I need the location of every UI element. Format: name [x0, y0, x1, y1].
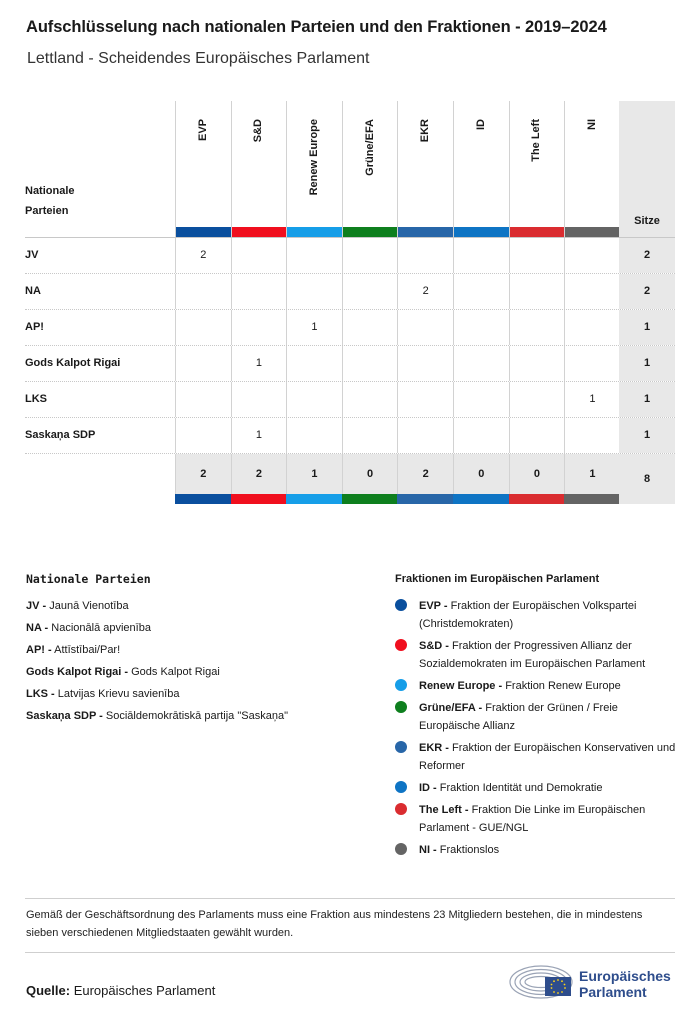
group-color-bar: [175, 494, 231, 504]
group-abbreviation: EVP -: [419, 600, 448, 612]
national-legend-item: [26, 664, 288, 686]
seat-cell: [342, 418, 398, 453]
european-parliament-logo: [509, 961, 679, 1003]
seat-cell: [509, 238, 565, 273]
group-legend-item: [395, 677, 680, 695]
row-total: 1: [619, 418, 675, 453]
table-row: [25, 309, 675, 345]
group-color-bar: [287, 227, 343, 237]
national-legend: [26, 598, 288, 730]
national-legend-item: [26, 686, 288, 708]
logo-line-2: Parlament: [579, 984, 647, 1000]
group-legend-item: [395, 637, 680, 673]
group-total: 2: [175, 454, 231, 494]
seat-cell: 2: [175, 238, 231, 273]
seat-table: [25, 101, 675, 504]
seat-cell: [175, 310, 231, 345]
group-color-bar: [231, 494, 287, 504]
seat-cell: 1: [286, 310, 342, 345]
group-color-bar: [454, 227, 510, 237]
party-full-name: Jaunā Vienotība: [49, 600, 129, 612]
group-abbreviation: NI -: [419, 844, 437, 856]
party-abbreviation: Saskaņa SDP -: [26, 710, 103, 722]
group-color-bar: [565, 227, 621, 237]
group-column-header: [231, 101, 288, 237]
national-legend-item: [26, 642, 288, 664]
group-abbreviation: Renew Europe -: [419, 680, 503, 692]
group-color-dot: [395, 701, 407, 713]
row-total: 2: [619, 238, 675, 273]
seat-cell: [564, 346, 620, 381]
seat-cell: [509, 418, 565, 453]
seat-cell: [453, 238, 509, 273]
seats-column-header: [619, 101, 675, 237]
seat-cell: [231, 382, 287, 417]
group-full-name: Fraktion der Progressiven Allianz der Sozialdemokraten im Europäischen Parlament: [419, 640, 646, 670]
group-name: NI: [585, 119, 598, 130]
group-full-name: Fraktionslos: [439, 844, 500, 856]
totals-row: [25, 453, 675, 504]
group-legend-item: [395, 841, 680, 859]
party-label: AP!: [25, 321, 44, 333]
party-abbreviation: Gods Kalpot Rigai -: [26, 666, 129, 678]
seat-cell: [397, 382, 453, 417]
seat-cell: [286, 238, 342, 273]
national-legend-item: [26, 620, 288, 642]
group-legend-item: [395, 597, 680, 633]
seat-cell: [564, 274, 620, 309]
group-color-dot: [395, 781, 407, 793]
seat-cell: 1: [231, 346, 287, 381]
seat-cell: [397, 418, 453, 453]
seat-cell: [286, 418, 342, 453]
seat-cell: [342, 382, 398, 417]
group-name: EVP: [196, 119, 209, 142]
group-column-header: [397, 101, 454, 237]
national-legend-item: [26, 598, 288, 620]
group-legend-item: [395, 699, 680, 735]
seat-cell: [453, 274, 509, 309]
seats-header-label: Sitze: [634, 215, 660, 227]
seat-cell: [175, 418, 231, 453]
row-header-label: Nationale Parteien: [25, 185, 75, 217]
footnote: Gemäß der Geschäftsordnung des Parlaments muss eine Fraktion aus mindestens 23 Mitgliedern bestehen, die in mindestens sieben verschiedenen Mitgliedstaaten gewählt wurden.: [26, 909, 643, 939]
seat-cell: [286, 346, 342, 381]
seat-cell: 1: [231, 418, 287, 453]
seat-cell: [509, 310, 565, 345]
group-name: S&D: [252, 119, 265, 143]
party-label: Saskaņa SDP: [25, 429, 96, 441]
group-column-header: [286, 101, 343, 237]
source-value: Europäisches Parlament: [73, 983, 216, 998]
party-full-name: Attīstībai/Par!: [54, 644, 121, 656]
group-color-bar: [286, 494, 342, 504]
group-column-header: [175, 101, 232, 237]
group-total: 1: [286, 454, 342, 494]
group-total: 2: [231, 454, 287, 494]
party-full-name: Gods Kalpot Rigai: [131, 666, 220, 678]
party-abbreviation: JV -: [26, 600, 47, 612]
seat-cell: [397, 346, 453, 381]
group-total: 0: [509, 454, 565, 494]
group-column-header: [342, 101, 399, 237]
group-full-name: Fraktion der Grünen / Freie Europäische Allianz: [419, 702, 618, 732]
seat-cell: [564, 238, 620, 273]
group-color-bar: [343, 227, 399, 237]
seat-cell: [342, 310, 398, 345]
party-full-name: Sociāldemokrātiskā partija "Saskaņa": [105, 710, 288, 722]
group-name: Grüne/EFA: [363, 119, 376, 176]
group-abbreviation: The Left -: [419, 804, 469, 816]
national-legend-item: [26, 708, 288, 730]
divider: [25, 898, 675, 899]
chart-title: Aufschlüsselung nach nationalen Parteien und den Fraktionen - 2019–2024: [26, 18, 607, 36]
table-row: [25, 237, 675, 273]
seat-cell: 1: [564, 382, 620, 417]
group-total: 1: [564, 454, 620, 494]
party-abbreviation: AP! -: [26, 644, 52, 656]
seat-cell: [509, 382, 565, 417]
group-color-dot: [395, 679, 407, 691]
national-legend-title: Nationale Parteien: [26, 572, 151, 586]
group-name: Renew Europe: [307, 119, 320, 196]
group-color-bar: [509, 494, 565, 504]
group-color-bar: [342, 494, 398, 504]
seat-cell: [509, 274, 565, 309]
seat-cell: [564, 310, 620, 345]
table-body: [25, 237, 675, 453]
group-color-dot: [395, 741, 407, 753]
seat-cell: [453, 346, 509, 381]
group-color-dot: [395, 599, 407, 611]
seat-cell: [342, 274, 398, 309]
row-total: 1: [619, 346, 675, 381]
group-name: The Left: [530, 119, 543, 162]
group-color-dot: [395, 843, 407, 855]
group-column-header: [453, 101, 510, 237]
chart-subtitle: Lettland - Scheidendes Europäisches Parlament: [27, 50, 370, 67]
party-label: NA: [25, 285, 41, 297]
group-color-bar: [510, 227, 566, 237]
seat-cell: [231, 274, 287, 309]
table-row: [25, 381, 675, 417]
seat-cell: 2: [397, 274, 453, 309]
party-full-name: Nacionālā apvienība: [51, 622, 151, 634]
group-name: ID: [474, 119, 487, 130]
group-legend-item: [395, 739, 680, 775]
group-abbreviation: EKR -: [419, 742, 449, 754]
seat-cell: [397, 238, 453, 273]
group-abbreviation: ID -: [419, 782, 437, 794]
group-color-dot: [395, 639, 407, 651]
group-abbreviation: S&D -: [419, 640, 449, 652]
seat-cell: [342, 238, 398, 273]
seat-cell: [231, 238, 287, 273]
seat-cell: [175, 382, 231, 417]
table-row: [25, 273, 675, 309]
party-abbreviation: LKS -: [26, 688, 55, 700]
group-legend: [395, 597, 680, 863]
group-total: 2: [397, 454, 453, 494]
party-label: LKS: [25, 393, 47, 405]
row-total: 1: [619, 382, 675, 417]
source-label: Quelle:: [26, 983, 71, 998]
grand-total: 8: [619, 454, 675, 504]
group-column-header: [509, 101, 566, 237]
group-total: 0: [453, 454, 509, 494]
group-full-name: Fraktion Identität und Demokratie: [439, 782, 603, 794]
seat-cell: [397, 310, 453, 345]
party-abbreviation: NA -: [26, 622, 49, 634]
group-color-dot: [395, 803, 407, 815]
group-legend-title: Fraktionen im Europäischen Parlament: [395, 573, 600, 585]
seat-cell: [286, 274, 342, 309]
seat-cell: [453, 382, 509, 417]
table-row: [25, 417, 675, 453]
group-legend-item: [395, 779, 680, 797]
group-color-bar: [398, 227, 454, 237]
group-total: 0: [342, 454, 398, 494]
divider: [25, 952, 675, 953]
group-full-name: Fraktion Renew Europe: [505, 680, 621, 692]
seat-cell: [231, 310, 287, 345]
group-full-name: Fraktion der Europäischen Konservativen und Reformer: [419, 742, 676, 772]
group-color-bar: [232, 227, 288, 237]
seat-cell: [509, 346, 565, 381]
row-total: 2: [619, 274, 675, 309]
source: [26, 983, 215, 998]
group-legend-item: [395, 801, 680, 837]
party-full-name: Latvijas Krievu savienība: [57, 688, 180, 700]
group-color-bar: [176, 227, 232, 237]
group-color-bar: [397, 494, 453, 504]
seat-cell: [342, 346, 398, 381]
seat-cell: [175, 346, 231, 381]
seat-cell: [453, 310, 509, 345]
party-label: JV: [25, 249, 39, 261]
group-full-name: Fraktion der Europäischen Volkspartei (Christdemokraten): [419, 600, 637, 630]
group-color-bar: [564, 494, 620, 504]
group-color-bar: [453, 494, 509, 504]
logo-line-1: Europäisches: [579, 968, 671, 984]
seat-cell: [453, 418, 509, 453]
group-full-name: Fraktion Die Linke im Europäischen Parlament - GUE/NGL: [419, 804, 646, 834]
seat-cell: [286, 382, 342, 417]
group-abbreviation: Grüne/EFA -: [419, 702, 483, 714]
row-total: 1: [619, 310, 675, 345]
table-row: [25, 345, 675, 381]
group-column-header: [564, 101, 621, 237]
group-name: EKR: [419, 119, 432, 143]
seat-cell: [175, 274, 231, 309]
party-label: Gods Kalpot Rigai: [25, 357, 121, 369]
table-header: [25, 101, 675, 237]
seat-cell: [564, 418, 620, 453]
